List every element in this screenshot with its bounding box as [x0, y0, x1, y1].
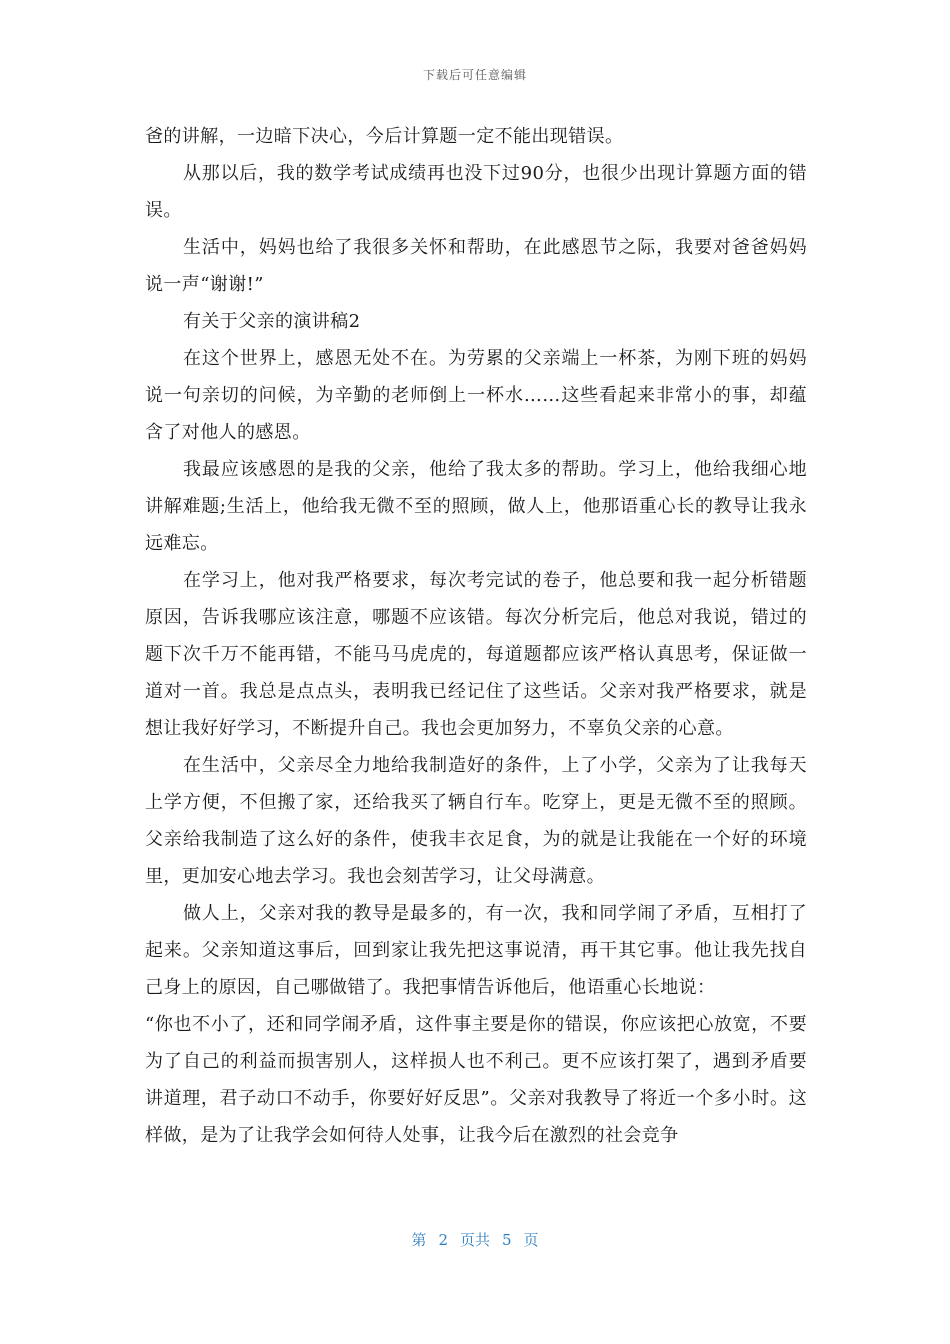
section-title: 有关于父亲的演讲稿2 [183, 311, 361, 332]
page-number [0, 1229, 950, 1250]
page-prefix: 第 [411, 1231, 427, 1249]
total-pages: 5 [502, 1231, 512, 1249]
document-body [145, 118, 807, 1154]
paragraph: 生活中，妈妈也给了我很多关怀和帮助，在此感恩节之际，我要对爸爸妈妈说一声“谢谢!” [145, 237, 807, 295]
paragraph: 在学习上，他对我严格要求，每次考完试的卷子，他总要和我一起分析错题原因，告诉我哪应该注意，哪题不应该错。每次分析完后，他总对我说，错过的题下次千万不能再错，不能马马虎虎的，每道题都应该严格认真思考，保证做一道对一首。我总是点点头，表明我已经记住了这些话。父亲对我严格要求，就是想让我好好学习，不断提升自己。我也会更加努力，不辜负父亲的心意。 [145, 570, 807, 739]
page-header: 下载后可任意编辑 [422, 68, 527, 82]
page-middle: 页共 [459, 1231, 490, 1249]
paragraph: 在生活中，父亲尽全力地给我制造好的条件，上了小学，父亲为了让我每天上学方便，不但搬了家，还给我买了辆自行车。吃穿上，更是无微不至的照顾。父亲给我制造了这么好的条件，使我丰衣足食，为的就是让我能在一个好的环境里，更加安心地去学习。我也会刻苦学习，让父母满意。 [145, 755, 807, 887]
page-suffix: 页 [523, 1231, 539, 1249]
paragraph: 在这个世界上，感恩无处不在。为劳累的父亲端上一杯茶，为刚下班的妈妈说一句亲切的问候，为辛勤的老师倒上一杯水……这些看起来非常小的事，却蕴含了对他人的感恩。 [145, 348, 807, 443]
paragraph: 做人上，父亲对我的教导是最多的，有一次，我和同学闹了矛盾，互相打了起来。父亲知道这事后，回到家让我先把这事说清，再干其它事。他让我先找自己身上的原因，自己哪做错了。我把事情告诉他后，他语重心长地说： [145, 903, 807, 998]
paragraph: 我最应该感恩的是我的父亲，他给了我太多的帮助。学习上，他给我细心地讲解难题;生活上，他给我无微不至的照顾，做人上，他那语重心长的教导让我永远难忘。 [145, 459, 807, 554]
current-page: 2 [438, 1231, 448, 1249]
paragraph: 从那以后，我的数学考试成绩再也没下过90分，也很少出现计算题方面的错误。 [145, 163, 807, 221]
paragraph: 爸的讲解，一边暗下决心，今后计算题一定不能出现错误。 [145, 126, 624, 147]
paragraph: “你也不小了，还和同学闹矛盾，这件事主要是你的错误，你应该把心放宽，不要为了自己的利益而损害别人，这样损人也不利己。更不应该打架了，遇到矛盾要讲道理，君子动口不动手，你要好好反思”。父亲对我教导了将近一个多小时。这样做，是为了让我学会如何待人处事，让我今后在激烈的社会竞争 [145, 1014, 807, 1146]
